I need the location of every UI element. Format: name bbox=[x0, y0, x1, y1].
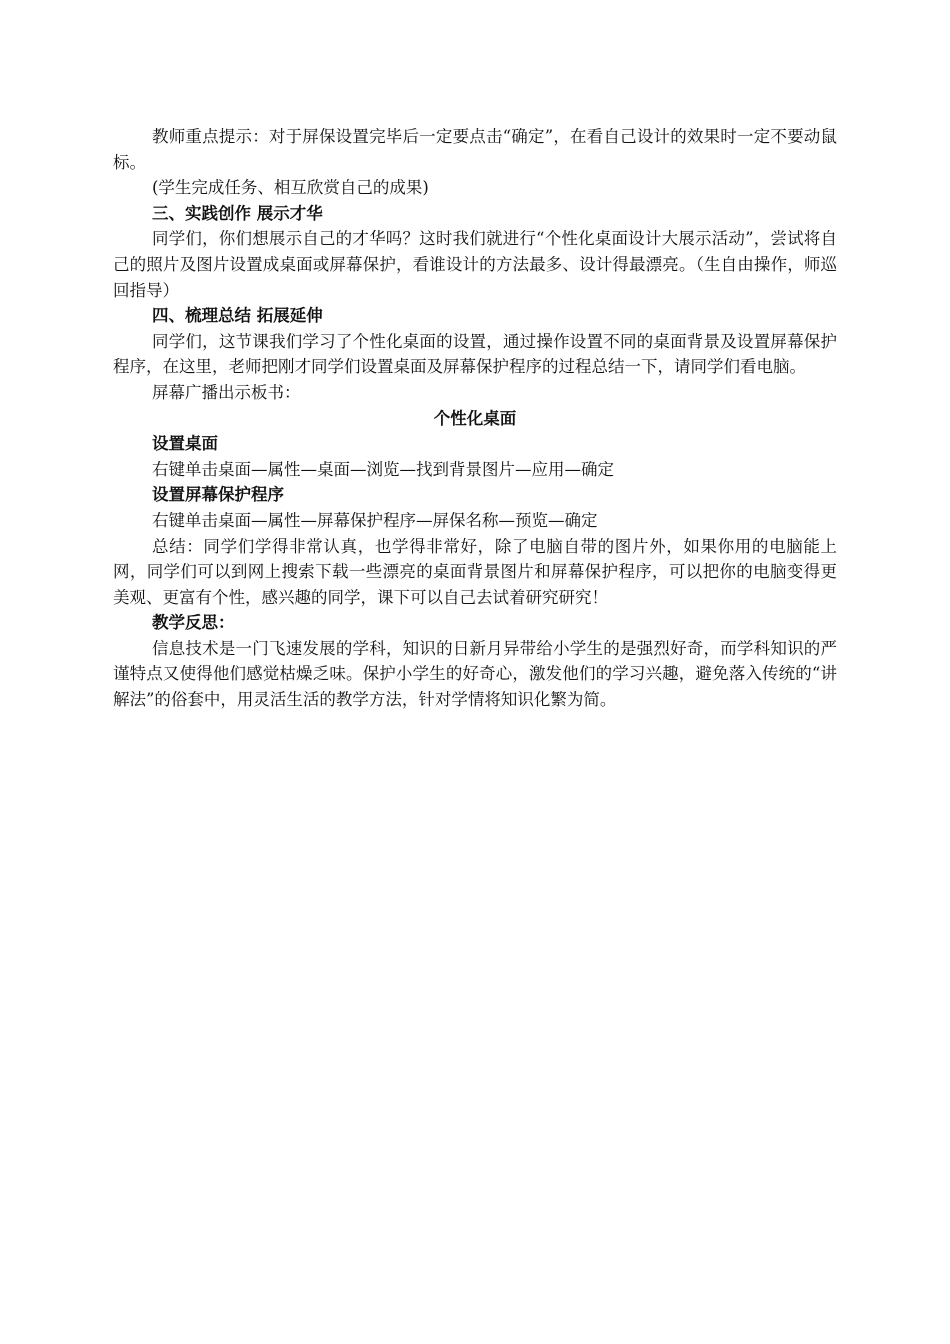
steps-set-screensaver: 右键单击桌面—属性—屏幕保护程序—屏保名称—预览—确定 bbox=[152, 510, 598, 530]
document-page bbox=[113, 124, 837, 713]
section-heading-practice: 三、实践创作 展示才华 bbox=[152, 203, 323, 223]
reflection-heading: 教学反思： bbox=[152, 613, 235, 633]
steps-set-desktop: 右键单击桌面—属性—桌面—浏览—找到背景图片—应用—确定 bbox=[152, 459, 614, 479]
section-heading-summary: 四、梳理总结 拓展延伸 bbox=[152, 306, 323, 326]
board-title: 个性化桌面 bbox=[433, 408, 517, 428]
summary-paragraph: 总结：同学们学得非常认真，也学得非常好，除了电脑自带的图片外，如果你用的电脑能上网，同学们可以到网上搜索下载一些漂亮的桌面背景图片和屏幕保护程序，可以把你的电脑变得更美观、更富有个性，感兴趣的同学，课下可以自己去试着研究研究！ bbox=[113, 536, 837, 607]
subheading-set-desktop: 设置桌面 bbox=[152, 434, 218, 454]
teacher-tip-paragraph: 教师重点提示：对于屏保设置完毕后一定要点击“确定”，在看自己设计的效果时一定不要动鼠标。 bbox=[113, 127, 837, 172]
reflection-paragraph: 信息技术是一门飞速发展的学科，知识的日新月异带给小学生的是强烈好奇，而学科知识的严谨特点又使得他们感觉枯燥乏味。保护小学生的好奇心，激发他们的学习兴趣，避免落入传统的“讲解法”的俗套中，用灵活生活的教学方法，针对学情将知识化繁为简。 bbox=[113, 638, 837, 710]
summary-intro-paragraph: 同学们，这节课我们学习了个性化桌面的设置，通过操作设置不同的桌面背景及设置屏幕保护程序，在这里，老师把刚才同学们设置桌面及屏幕保护程序的过程总结一下，请同学们看电脑。 bbox=[113, 331, 837, 377]
student-task-note: (学生完成任务、相互欣赏自己的成果) bbox=[152, 178, 429, 198]
board-intro-line: 屏幕广播出示板书： bbox=[152, 382, 301, 402]
subheading-set-screensaver: 设置屏幕保护程序 bbox=[152, 485, 284, 505]
practice-paragraph: 同学们，你们想展示自己的才华吗？这时我们就进行“个性化桌面设计大展示活动”，尝试将自己的照片及图片设置成桌面或屏幕保护，看谁设计的方法最多、设计得最漂亮。（生自由操作，师巡回指导） bbox=[113, 229, 837, 300]
